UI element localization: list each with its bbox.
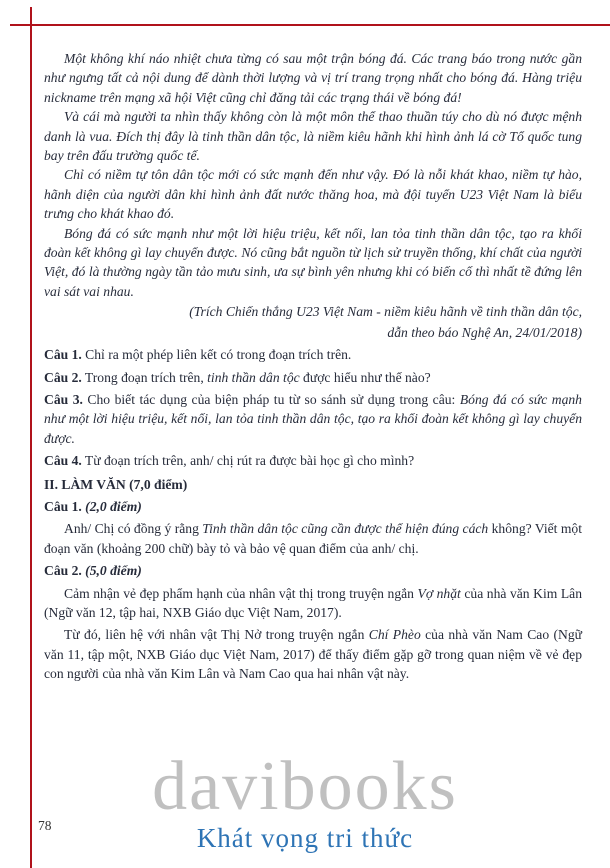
watermark-tagline: Khát vọng tri thức [196,823,414,853]
writing-question-2-label: Câu 2. [44,563,82,579]
question-3-text-pre: Cho biết tác dụng của biện pháp tu từ so sánh sử dụng trong câu: [82,391,460,407]
writing-q2-p1-title: Vợ nhặt [417,585,461,601]
writing-question-1-label: Câu 1. [44,498,82,514]
question-3-label: Câu 3. [44,391,83,407]
excerpt-attribution-line-1: (Trích Chiến thắng U23 Việt Nam - niềm kiêu hãnh về tinh thần dân tộc, [189,304,582,320]
writing-question-1-body [44,519,582,558]
writing-q2-p1-pre: Cảm nhận vẻ đẹp phẩm hạnh của nhân vật thị trong truyện ngắn [64,585,418,601]
reading-question-4 [44,451,582,470]
question-3-quote: Bóng đá có sức mạnh như một lời hiệu triệu, kết nối, lan tỏa tinh thần dân tộc, tạo ra khối đoàn kết không gì lay chuyển được. [44,391,582,446]
reading-question-2 [44,368,582,387]
writing-q1-emphasis: Tinh thần dân tộc cũng cần được thể hiện đúng cách [202,521,489,537]
excerpt-paragraph-3: Chỉ có niềm tự tôn dân tộc mới có sức mạnh đến như vậy. Đó là nỗi khát khao, niềm tự hào, hãnh diện của người dân khi hình ảnh đất nước thăng hoa, mà đội tuyển U23 Việt Nam là biểu trưng cho khát khao đó. [44,167,582,222]
writing-q1-text-post: không? Viết một đoạn văn (khoảng 200 chữ) bày tỏ và bảo vệ quan điểm của anh/ chị. [44,521,582,556]
top-red-rule [10,24,610,26]
question-4-label: Câu 4. [44,453,82,469]
writing-question-2-paragraph-2 [44,625,582,683]
question-4-text: Từ đoạn trích trên, anh/ chị rút ra được bài học gì cho mình? [81,453,415,469]
writing-question-1-heading [44,497,582,516]
question-2-text-pre: Trong đoạn trích trên, [81,369,208,385]
watermark-logo: davibooks [152,748,458,825]
writing-question-1-points: (2,0 điểm) [81,498,142,514]
writing-question-2-paragraph-1 [44,584,582,623]
writing-q2-p2-title: Chí Phèo [368,627,421,643]
reading-question-1 [44,345,582,364]
writing-q2-p2-pre: Từ đó, liên hệ với nhân vật Thị Nở trong truyện ngắn [64,627,369,643]
writing-q2-p2-post: của nhà văn Nam Cao (Ngữ văn 11, tập một, NXB Giáo dục Việt Nam, 2017) để thấy điểm gặp gỡ trong quan niệm về vẻ đẹp con người của nhà văn Kim Lân và Nam Cao qua hai nhân vật này. [44,627,583,682]
left-red-rule [30,7,32,868]
writing-question-2-points: (5,0 điểm) [81,563,142,579]
question-2-emphasis: tinh thần dân tộc [207,369,300,385]
footer [0,748,610,854]
excerpt-paragraph-4: Bóng đá có sức mạnh như một lời hiệu triệu, kết nối, lan tỏa tinh thần dân tộc, tạo ra khối đoàn kết không gì lay chuyển được. Nó cũng bắt nguồn từ lịch sử truyền thống, khí chất của người Việt, đó là thường ngày tần tảo mưu sinh, ưa sự bình yên nhưng khi có biến cố thì nhất tề đứng lên vai sát vai nhau. [44,225,582,299]
question-1-label: Câu 1. [44,347,82,363]
excerpt-paragraph-2: Và cái mà người ta nhìn thấy không còn là một môn thể thao thuần túy cho dù nó được mệnh danh là vua. Đích thị đây là tinh thần dân tộc, là niềm kiêu hãnh khi hình ảnh lá cờ Tổ quốc tung bay trên đấu trường quốc tế. [44,109,582,164]
excerpt-paragraph-1: Một không khí náo nhiệt chưa từng có sau một trận bóng đá. Các trang báo trong nước gần như ngưng tất cả nội dung để dành thời lượng và vị trí trang trọng nhất cho bóng đá. Hàng triệu nickname trên mạng xã hội Việt cũng chỉ đăng tải các trạng thái về bóng đá! [44,51,582,105]
page-content [44,49,582,684]
writing-q2-p1-post: của nhà văn Kim Lân (Ngữ văn 12, tập hai, NXB Giáo dục Việt Nam, 2017). [44,585,583,620]
excerpt-attribution-line-2: dẫn theo báo Nghệ An, 24/01/2018) [387,324,582,340]
writing-q1-text-pre: Anh/ Chị có đồng ý rằng [64,521,203,537]
question-1-text: Chỉ ra một phép liên kết có trong đoạn trích trên. [81,347,352,363]
page-number: 78 [38,818,52,833]
writing-section-heading: II. LÀM VĂN (7,0 điểm) [44,476,188,492]
question-2-label: Câu 2. [44,369,82,385]
writing-question-2-heading [44,561,582,580]
question-2-text-post: được hiểu như thế nào? [299,369,431,385]
reading-question-3 [44,390,582,448]
reading-excerpt [44,49,582,301]
